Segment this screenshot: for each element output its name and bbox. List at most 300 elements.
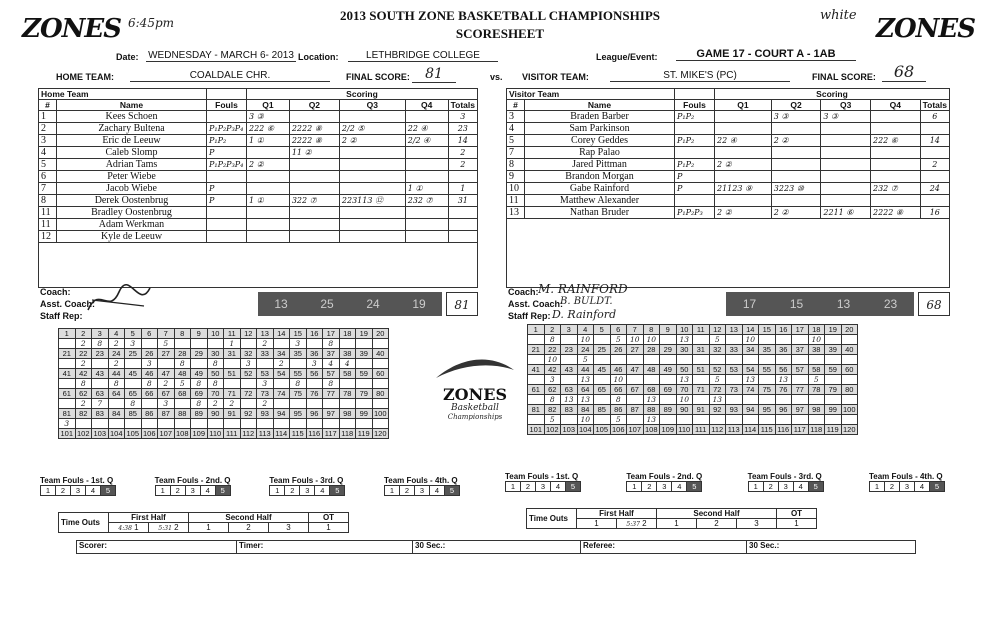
running-mark-cell[interactable] <box>207 339 224 349</box>
player-q2-points[interactable]: 2 ② <box>771 207 821 219</box>
running-mark-cell[interactable]: 13 <box>742 375 759 385</box>
running-mark-cell[interactable] <box>792 375 809 385</box>
player-q3-points[interactable] <box>339 219 405 231</box>
player-total[interactable] <box>920 123 949 135</box>
running-mark-cell[interactable] <box>240 379 257 389</box>
team-foul-box[interactable]: 1 <box>270 486 285 496</box>
running-mark-cell[interactable] <box>141 339 158 349</box>
running-mark-cell[interactable] <box>306 379 323 389</box>
running-mark-cell[interactable] <box>775 395 792 405</box>
player-q2-points[interactable] <box>771 195 821 207</box>
running-mark-cell[interactable] <box>627 375 644 385</box>
running-mark-cell[interactable] <box>273 339 290 349</box>
running-mark-cell[interactable] <box>825 415 842 425</box>
player-q3-points[interactable] <box>339 159 405 171</box>
running-mark-cell[interactable] <box>759 395 776 405</box>
team-foul-box[interactable]: 1 <box>627 482 642 492</box>
to-cell[interactable]: 1 <box>657 519 697 529</box>
running-mark-cell[interactable] <box>125 419 142 429</box>
player-q1-points[interactable]: 3 ③ <box>247 111 290 123</box>
running-mark-cell[interactable]: 5 <box>158 339 175 349</box>
team-foul-box[interactable]: 3 <box>71 486 86 496</box>
running-mark-cell[interactable]: 2 <box>207 399 224 409</box>
running-mark-cell[interactable] <box>290 399 307 409</box>
running-mark-cell[interactable]: 13 <box>676 335 693 345</box>
player-total[interactable]: 2 <box>448 159 477 171</box>
running-mark-cell[interactable] <box>528 355 545 365</box>
running-mark-cell[interactable]: 2 <box>108 359 125 369</box>
running-mark-cell[interactable]: 8 <box>610 395 627 405</box>
running-mark-cell[interactable]: 2 <box>158 379 175 389</box>
to-cell[interactable]: 1 <box>577 519 617 529</box>
player-q4-points[interactable]: 22 ④ <box>405 123 448 135</box>
team-foul-box[interactable]: 3 <box>657 482 672 492</box>
player-q1-points[interactable]: 1 ① <box>247 135 290 147</box>
running-mark-cell[interactable]: 13 <box>577 375 594 385</box>
thirty-sec-field-b[interactable] <box>747 541 915 553</box>
player-fouls[interactable]: P₁P₂ <box>675 159 715 171</box>
running-mark-cell[interactable] <box>709 415 726 425</box>
running-mark-cell[interactable] <box>224 379 241 389</box>
team-foul-box[interactable]: 5 <box>330 486 345 496</box>
player-q3-points[interactable]: 2/2 ⑤ <box>339 123 405 135</box>
running-mark-cell[interactable] <box>726 375 743 385</box>
running-mark-cell[interactable] <box>356 339 373 349</box>
running-mark-cell[interactable] <box>339 419 356 429</box>
player-q4-points[interactable]: 2222 ⑧ <box>870 207 920 219</box>
running-mark-cell[interactable] <box>528 335 545 345</box>
player-fouls[interactable]: P₁P₂P₃ <box>675 207 715 219</box>
player-q3-points[interactable] <box>821 123 871 135</box>
running-mark-cell[interactable] <box>125 379 142 389</box>
running-mark-cell[interactable] <box>594 395 611 405</box>
running-mark-cell[interactable]: 5 <box>610 335 627 345</box>
running-mark-cell[interactable] <box>726 415 743 425</box>
running-mark-cell[interactable] <box>125 359 142 369</box>
running-mark-cell[interactable] <box>693 415 710 425</box>
running-mark-cell[interactable] <box>356 399 373 409</box>
running-mark-cell[interactable]: 3 <box>544 375 561 385</box>
running-mark-cell[interactable] <box>207 419 224 429</box>
running-mark-cell[interactable] <box>759 355 776 365</box>
player-q2-points[interactable] <box>289 183 339 195</box>
running-mark-cell[interactable] <box>174 339 191 349</box>
player-total[interactable]: 2 <box>920 159 949 171</box>
running-mark-cell[interactable] <box>792 335 809 345</box>
team-foul-box[interactable]: 4 <box>793 482 808 492</box>
scorer-field[interactable] <box>77 541 237 553</box>
team-foul-box[interactable]: 5 <box>444 486 459 496</box>
running-mark-cell[interactable]: 3 <box>125 339 142 349</box>
running-mark-cell[interactable] <box>726 395 743 405</box>
player-total[interactable] <box>920 147 949 159</box>
player-q4-points[interactable] <box>870 171 920 183</box>
running-mark-cell[interactable]: 3 <box>240 359 257 369</box>
running-mark-cell[interactable] <box>141 399 158 409</box>
to-cell[interactable]: 3 <box>269 523 309 533</box>
team-foul-box[interactable]: 1 <box>748 482 763 492</box>
running-mark-cell[interactable] <box>191 419 208 429</box>
running-mark-cell[interactable]: 8 <box>544 335 561 345</box>
player-q2-points[interactable]: 322 ⑦ <box>289 195 339 207</box>
running-mark-cell[interactable]: 4 <box>323 359 340 369</box>
player-fouls[interactable] <box>207 207 247 219</box>
running-mark-cell[interactable] <box>693 395 710 405</box>
running-mark-cell[interactable] <box>141 419 158 429</box>
to-cell[interactable] <box>149 523 189 533</box>
player-q3-points[interactable]: 2211 ⑥ <box>821 207 871 219</box>
team-foul-box[interactable]: 5 <box>215 486 230 496</box>
running-mark-cell[interactable]: 2 <box>75 359 92 369</box>
team-foul-box[interactable]: 1 <box>506 482 521 492</box>
player-q3-points[interactable] <box>821 195 871 207</box>
running-mark-cell[interactable] <box>528 395 545 405</box>
running-mark-cell[interactable] <box>174 419 191 429</box>
running-mark-cell[interactable] <box>643 375 660 385</box>
running-mark-cell[interactable] <box>191 359 208 369</box>
player-fouls[interactable] <box>675 123 715 135</box>
player-q3-points[interactable] <box>821 135 871 147</box>
player-fouls[interactable]: P <box>675 171 715 183</box>
player-total[interactable]: 16 <box>920 207 949 219</box>
player-q2-points[interactable] <box>289 171 339 183</box>
running-mark-cell[interactable]: 2 <box>75 399 92 409</box>
player-q1-points[interactable] <box>715 123 772 135</box>
running-mark-cell[interactable] <box>372 419 389 429</box>
running-mark-cell[interactable] <box>372 339 389 349</box>
running-mark-cell[interactable] <box>306 399 323 409</box>
running-mark-cell[interactable] <box>257 419 274 429</box>
running-mark-cell[interactable]: 8 <box>108 379 125 389</box>
running-mark-cell[interactable]: 3 <box>141 359 158 369</box>
running-mark-cell[interactable] <box>775 355 792 365</box>
running-mark-cell[interactable] <box>372 359 389 369</box>
running-mark-cell[interactable] <box>643 355 660 365</box>
team-foul-box[interactable]: 2 <box>399 486 414 496</box>
team-foul-box[interactable]: 5 <box>101 486 116 496</box>
player-q2-points[interactable] <box>771 159 821 171</box>
player-total[interactable]: 14 <box>920 135 949 147</box>
running-mark-cell[interactable] <box>290 419 307 429</box>
running-mark-cell[interactable]: 8 <box>174 359 191 369</box>
running-mark-cell[interactable] <box>660 375 677 385</box>
running-mark-cell[interactable] <box>759 415 776 425</box>
running-mark-cell[interactable] <box>759 335 776 345</box>
running-mark-cell[interactable] <box>339 339 356 349</box>
running-mark-cell[interactable]: 2 <box>108 339 125 349</box>
running-mark-cell[interactable] <box>339 379 356 389</box>
team-foul-box[interactable]: 1 <box>155 486 170 496</box>
team-foul-box[interactable]: 3 <box>536 482 551 492</box>
running-mark-cell[interactable] <box>825 395 842 405</box>
player-total[interactable] <box>920 195 949 207</box>
running-mark-cell[interactable] <box>808 395 825 405</box>
player-fouls[interactable] <box>675 147 715 159</box>
player-q4-points[interactable] <box>405 207 448 219</box>
running-mark-cell[interactable]: 13 <box>577 395 594 405</box>
running-mark-cell[interactable]: 8 <box>323 379 340 389</box>
player-q3-points[interactable] <box>821 171 871 183</box>
running-mark-cell[interactable]: 13 <box>643 395 660 405</box>
to-cell[interactable] <box>617 519 657 529</box>
running-mark-cell[interactable] <box>108 419 125 429</box>
running-mark-cell[interactable] <box>257 359 274 369</box>
running-mark-cell[interactable] <box>306 339 323 349</box>
player-fouls[interactable] <box>207 111 247 123</box>
team-foul-box[interactable]: 2 <box>642 482 657 492</box>
running-mark-cell[interactable] <box>273 419 290 429</box>
running-mark-cell[interactable] <box>825 355 842 365</box>
running-mark-cell[interactable] <box>323 419 340 429</box>
running-mark-cell[interactable] <box>693 355 710 365</box>
player-q4-points[interactable]: 2/2 ④ <box>405 135 448 147</box>
player-q4-points[interactable] <box>405 147 448 159</box>
player-fouls[interactable]: P₁P₂ <box>675 135 715 147</box>
player-q4-points[interactable] <box>405 219 448 231</box>
player-q2-points[interactable]: 2222 ⑧ <box>289 135 339 147</box>
running-mark-cell[interactable]: 3 <box>290 339 307 349</box>
player-q2-points[interactable] <box>289 111 339 123</box>
running-mark-cell[interactable]: 10 <box>643 335 660 345</box>
running-mark-cell[interactable] <box>841 415 858 425</box>
running-mark-cell[interactable] <box>356 379 373 389</box>
to-cell[interactable]: 1 <box>189 523 229 533</box>
running-mark-cell[interactable] <box>59 359 76 369</box>
running-mark-cell[interactable] <box>528 415 545 425</box>
running-mark-cell[interactable] <box>693 335 710 345</box>
team-foul-box[interactable]: 4 <box>672 482 687 492</box>
running-mark-cell[interactable] <box>528 375 545 385</box>
team-foul-box[interactable]: 2 <box>170 486 185 496</box>
running-mark-cell[interactable] <box>92 359 109 369</box>
running-mark-cell[interactable] <box>59 399 76 409</box>
running-mark-cell[interactable] <box>92 419 109 429</box>
running-mark-cell[interactable] <box>825 375 842 385</box>
player-total[interactable]: 24 <box>920 183 949 195</box>
player-q1-points[interactable]: 222 ⑥ <box>247 123 290 135</box>
running-mark-cell[interactable]: 8 <box>544 395 561 405</box>
running-mark-cell[interactable] <box>561 415 578 425</box>
player-fouls[interactable]: P <box>207 147 247 159</box>
running-mark-cell[interactable] <box>841 375 858 385</box>
running-mark-cell[interactable] <box>224 419 241 429</box>
team-foul-box[interactable]: 1 <box>41 486 56 496</box>
running-mark-cell[interactable] <box>108 399 125 409</box>
player-q2-points[interactable] <box>771 147 821 159</box>
running-mark-cell[interactable] <box>323 399 340 409</box>
team-foul-box[interactable]: 2 <box>285 486 300 496</box>
player-total[interactable]: 6 <box>920 111 949 123</box>
running-mark-cell[interactable]: 8 <box>125 399 142 409</box>
running-mark-cell[interactable]: 10 <box>577 415 594 425</box>
player-fouls[interactable]: P₁P₂ <box>675 111 715 123</box>
player-q4-points[interactable]: 232 ⑦ <box>405 195 448 207</box>
running-mark-cell[interactable] <box>224 359 241 369</box>
running-mark-cell[interactable] <box>627 395 644 405</box>
team-foul-box[interactable]: 2 <box>521 482 536 492</box>
running-mark-cell[interactable]: 5 <box>610 415 627 425</box>
running-mark-cell[interactable] <box>92 379 109 389</box>
running-mark-cell[interactable] <box>775 335 792 345</box>
player-q2-points[interactable] <box>289 159 339 171</box>
running-mark-cell[interactable]: 8 <box>92 339 109 349</box>
running-mark-cell[interactable]: 5 <box>544 415 561 425</box>
player-q3-points[interactable]: 223113 ⑫ <box>339 195 405 207</box>
player-q4-points[interactable]: 232 ⑦ <box>870 183 920 195</box>
player-fouls[interactable]: P <box>207 195 247 207</box>
running-mark-cell[interactable]: 10 <box>610 375 627 385</box>
running-mark-cell[interactable]: 5 <box>174 379 191 389</box>
running-mark-cell[interactable] <box>759 375 776 385</box>
to-cell[interactable] <box>109 523 149 533</box>
running-mark-cell[interactable]: 2 <box>273 359 290 369</box>
running-mark-cell[interactable] <box>561 335 578 345</box>
team-foul-box[interactable]: 3 <box>414 486 429 496</box>
team-foul-box[interactable]: 3 <box>300 486 315 496</box>
running-mark-cell[interactable] <box>356 419 373 429</box>
team-foul-box[interactable]: 5 <box>929 482 944 492</box>
running-mark-cell[interactable] <box>676 355 693 365</box>
running-mark-cell[interactable] <box>75 419 92 429</box>
running-mark-cell[interactable] <box>693 375 710 385</box>
running-mark-cell[interactable] <box>191 339 208 349</box>
player-q1-points[interactable]: 22 ④ <box>715 135 772 147</box>
running-mark-cell[interactable] <box>594 415 611 425</box>
running-mark-cell[interactable]: 8 <box>141 379 158 389</box>
player-fouls[interactable]: P₁P₂ <box>207 135 247 147</box>
player-q3-points[interactable] <box>339 207 405 219</box>
running-mark-cell[interactable]: 13 <box>561 395 578 405</box>
player-q4-points[interactable] <box>870 195 920 207</box>
team-foul-box[interactable]: 3 <box>778 482 793 492</box>
player-q1-points[interactable] <box>715 195 772 207</box>
running-mark-cell[interactable] <box>339 399 356 409</box>
player-q1-points[interactable] <box>247 207 290 219</box>
running-mark-cell[interactable]: 13 <box>643 415 660 425</box>
running-mark-cell[interactable] <box>726 335 743 345</box>
player-q3-points[interactable] <box>821 147 871 159</box>
player-q1-points[interactable] <box>715 147 772 159</box>
running-mark-cell[interactable] <box>660 415 677 425</box>
running-mark-cell[interactable]: 3 <box>59 419 76 429</box>
player-q1-points[interactable] <box>715 111 772 123</box>
running-mark-cell[interactable] <box>290 359 307 369</box>
running-mark-cell[interactable]: 5 <box>808 375 825 385</box>
to-cell[interactable]: 3 <box>737 519 777 529</box>
running-mark-cell[interactable]: 5 <box>709 335 726 345</box>
running-mark-cell[interactable]: 3 <box>306 359 323 369</box>
running-mark-cell[interactable] <box>841 395 858 405</box>
referee-field[interactable] <box>581 541 747 553</box>
running-mark-cell[interactable] <box>356 359 373 369</box>
player-q4-points[interactable]: 1 ① <box>405 183 448 195</box>
running-mark-cell[interactable] <box>841 355 858 365</box>
player-q1-points[interactable] <box>247 183 290 195</box>
running-mark-cell[interactable] <box>792 395 809 405</box>
running-mark-cell[interactable] <box>158 419 175 429</box>
running-mark-cell[interactable]: 10 <box>676 395 693 405</box>
player-fouls[interactable] <box>207 219 247 231</box>
running-mark-cell[interactable] <box>742 355 759 365</box>
running-mark-cell[interactable]: 8 <box>207 359 224 369</box>
team-foul-box[interactable]: 4 <box>551 482 566 492</box>
player-q2-points[interactable]: 2222 ⑧ <box>289 123 339 135</box>
running-mark-cell[interactable]: 8 <box>290 379 307 389</box>
running-mark-cell[interactable]: 3 <box>158 399 175 409</box>
running-mark-cell[interactable] <box>676 415 693 425</box>
timer-field[interactable] <box>237 541 413 553</box>
team-foul-box[interactable]: 4 <box>200 486 215 496</box>
player-q2-points[interactable]: 3223 ⑩ <box>771 183 821 195</box>
player-q1-points[interactable]: 21123 ⑨ <box>715 183 772 195</box>
player-fouls[interactable] <box>675 195 715 207</box>
running-mark-cell[interactable] <box>158 359 175 369</box>
player-q3-points[interactable]: 2 ② <box>339 135 405 147</box>
running-mark-cell[interactable]: 8 <box>191 379 208 389</box>
running-mark-cell[interactable]: 10 <box>577 335 594 345</box>
running-mark-cell[interactable] <box>660 395 677 405</box>
running-mark-cell[interactable] <box>59 339 76 349</box>
player-total[interactable]: 14 <box>448 135 477 147</box>
player-q1-points[interactable] <box>247 219 290 231</box>
to-cell[interactable]: 2 <box>229 523 269 533</box>
running-mark-cell[interactable]: 10 <box>742 335 759 345</box>
player-q1-points[interactable] <box>247 147 290 159</box>
running-mark-cell[interactable]: 8 <box>75 379 92 389</box>
running-mark-cell[interactable]: 8 <box>323 339 340 349</box>
running-mark-cell[interactable] <box>594 335 611 345</box>
running-mark-cell[interactable]: 2 <box>75 339 92 349</box>
player-q1-points[interactable]: 1 ① <box>247 195 290 207</box>
running-mark-cell[interactable] <box>627 415 644 425</box>
to-cell[interactable]: 1 <box>777 519 817 529</box>
team-foul-box[interactable]: 3 <box>185 486 200 496</box>
team-foul-box[interactable]: 2 <box>884 482 899 492</box>
player-q1-points[interactable] <box>247 171 290 183</box>
player-fouls[interactable]: P <box>207 183 247 195</box>
player-total[interactable]: 23 <box>448 123 477 135</box>
player-q2-points[interactable] <box>289 207 339 219</box>
team-foul-box[interactable]: 4 <box>315 486 330 496</box>
player-q1-points[interactable]: 2 ② <box>715 159 772 171</box>
player-total[interactable] <box>448 171 477 183</box>
running-mark-cell[interactable] <box>775 415 792 425</box>
player-q1-points[interactable]: 2 ② <box>247 159 290 171</box>
running-mark-cell[interactable] <box>59 379 76 389</box>
player-q4-points[interactable] <box>870 159 920 171</box>
player-total[interactable] <box>920 171 949 183</box>
running-mark-cell[interactable] <box>627 355 644 365</box>
player-q2-points[interactable]: 3 ③ <box>771 111 821 123</box>
team-foul-box[interactable]: 4 <box>914 482 929 492</box>
to-cell[interactable]: 2 <box>697 519 737 529</box>
running-mark-cell[interactable]: 10 <box>544 355 561 365</box>
player-q4-points[interactable] <box>870 147 920 159</box>
running-mark-cell[interactable]: 8 <box>191 399 208 409</box>
team-foul-box[interactable]: 3 <box>899 482 914 492</box>
player-q2-points[interactable]: 11 ② <box>289 147 339 159</box>
running-mark-cell[interactable] <box>792 415 809 425</box>
player-q2-points[interactable] <box>771 171 821 183</box>
running-mark-cell[interactable] <box>594 375 611 385</box>
team-foul-box[interactable]: 1 <box>869 482 884 492</box>
team-foul-box[interactable]: 2 <box>56 486 71 496</box>
running-mark-cell[interactable] <box>273 399 290 409</box>
running-mark-cell[interactable] <box>240 419 257 429</box>
running-mark-cell[interactable] <box>841 335 858 345</box>
player-q3-points[interactable] <box>821 159 871 171</box>
player-q3-points[interactable] <box>339 147 405 159</box>
